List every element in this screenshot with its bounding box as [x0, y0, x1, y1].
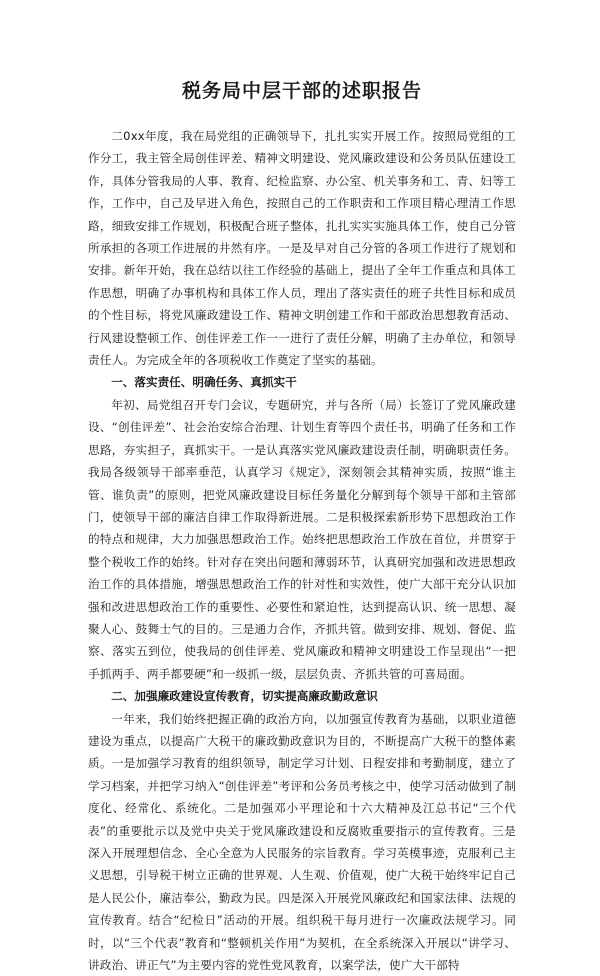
section-2-body: 一年来，我们始终把握正确的政治方向，以加强宣传教育为基础，以职业道德建设为重点，以提高广大税干的廉政勤政意识为目的，不断提高广大税干的整体素质。一是加强学习教育的组织领导，制定学习计划、日程安排和考勤制度，建立了学习档案，并把学习纳入“创佳评差”考评和公务员考核之中，使学习活动做到了制度化、经常化、系统化。二是加强邓小平理论和十六大精神及江总书记“三个代表”的重要批示以及党中央关于党风廉政建设和反腐败重要指示的宣传教育。三是深入开展理想信念、全心全意为人民服务的宗旨教育。学习英模事迹，克服利己主义思想，引导税干树立正确的世界观、人生观、价值观，使广大税干始终牢记自己是人民公仆，廉洁奉公，勤政为民。四是深入开展党风廉政纪和国家法律、法规的宣传教育。结合“纪检日”活动的开展。组织税干每月进行一次廉政法规学习。同时，以“三个代表”教育和“整顿机关作用”为契机，在全系统深入开展以“讲学习、讲政治、讲正气”为主要内容的党性党风教育，以案学法，使广大干部特 — [88, 711, 516, 973]
intro-paragraph: 二0xx年度，我在局党组的正确领导下，扎扎实实开展工作。按照局党组的工作分工，我主管全局创佳评差、精神文明建设、党风廉政建设和公务员队伍建设工作，具体分管我局的人事、教育、纪检监察、办公室、机关事务和工、青、妇等工作，工作中，自己及早进入角色，按照自己的工作职责和工作项目精心理清工作思路，细致安排工作规划，积极配合班子整体，扎扎实实实施具体工作，使自己分管所承担的各项工作进展的井然有序。一是及早对自己分管的各项工作进行了规划和安排。新年开始，我在总结以往工作经验的基础上，提出了全年工作重点和具体工作思想，明确了办事机构和具体工作人员，理出了落实责任的班子共性目标和成员的个性目标，将党风廉政建设工作、精神文明创建工作和干部政治思想教育活动、行风建设整顿工作、创佳评差工作一一进行了责任分解，明确了主办单位，和领导责任人。为完成全年的各项税收工作奠定了坚实的基础。 — [88, 129, 516, 368]
document-title: 税务局中层干部的述职报告 — [181, 80, 422, 102]
section-2-heading: 二、加强廉政建设宣传教育，切实提高廉政勤政意识 — [111, 689, 378, 704]
section-1-heading: 一、落实责任、明确任务、真抓实干 — [111, 375, 297, 390]
section-1-body: 年初、局党组召开专门会议，专题研究，并与各所（局）长签订了党风廉政建设、“创佳评差”、社会治安综合治理、计划生育等四个责任书，明确了任务和工作思路，夯实担子，真抓实干。一是认真落实党风廉政建设责任制，明确职责任务。我局各级领导干部率垂范，认真学习《规定》，深刻领会其精神实质，按照“谁主管、谁负责”的原则，把党风廉政建设目标任务量化分解到每个领导干部和主管部门，使领导干部的廉洁自律工作取得新进展。二是积极探索新形势下思想政治工作的特点和规律，大力加强思想政治工作。始终把思想政治工作放在首位，并贯穿于整个税收工作的始终。针对存在突出问题和薄弱环节，认真研究加强和改进思想政治工作的具体措施，增强思想政治工作的针对性和实效性，使广大部干充分认识加强和改进思想政治工作的重要性、必要性和紧迫性，达到提高认识、统一思想、凝聚人心、鼓舞士气的目的。三是通力合作，齐抓共管。做到安排、规划、督促、监察、落实五到位，使我局的创佳评差、党风廉政和精神文明建设工作呈现出“一把手抓两手、两手都要硬”和一级抓一级，层层负责、齐抓共管的可喜局面。 — [88, 397, 516, 681]
